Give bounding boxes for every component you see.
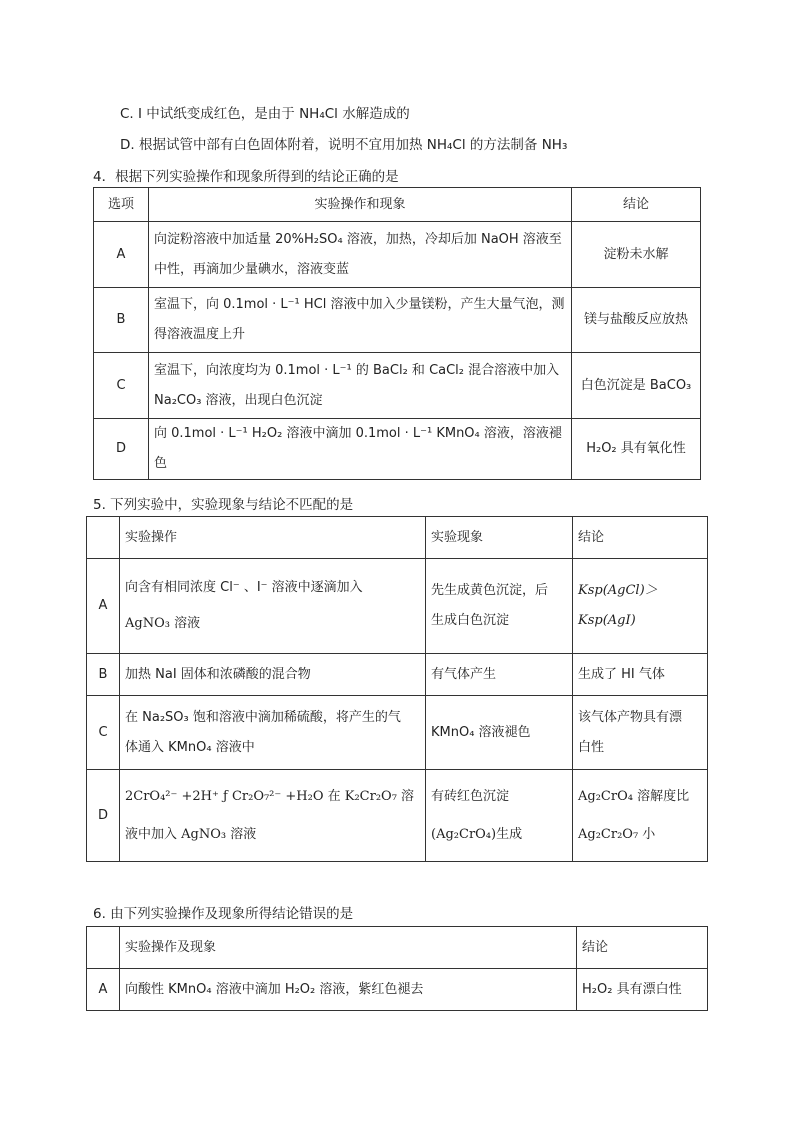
row-conclusion: 白色沉淀是 BaCO₃ xyxy=(572,353,701,419)
row-operation: 向含有相同浓度 Cl⁻ 、I⁻ 溶液中逐滴加入 AgNO₃ 溶液 xyxy=(120,559,426,654)
row-phenomenon: 有气体产生 xyxy=(426,654,573,696)
table-row xyxy=(94,222,701,288)
row-option: B xyxy=(94,288,149,353)
row-conclusion: 生成了 HI 气体 xyxy=(573,654,708,696)
table-header-row xyxy=(94,188,701,222)
header-option xyxy=(87,517,120,559)
header-operation: 实验操作及现象 xyxy=(120,927,577,969)
header-option xyxy=(87,927,120,969)
row-operation: 室温下，向 0.1mol · L⁻¹ HCl 溶液中加入少量镁粉，产生大量气泡，测 得溶液温度上升 xyxy=(149,288,572,353)
row-conclusion: Ag₂CrO₄ 溶解度比 Ag₂Cr₂O₇ 小 xyxy=(573,770,708,862)
table-row xyxy=(94,419,701,480)
question-5-table xyxy=(86,516,708,862)
row-option: A xyxy=(87,969,120,1011)
option-c: C. I 中试纸变成红色，是由于 NH₄Cl 水解造成的 xyxy=(120,106,410,122)
row-operation: 向淀粉溶液中加适量 20%H₂SO₄ 溶液，加热，冷却后加 NaOH 溶液至 中性，再滴加少量碘水，溶液变蓝 xyxy=(149,222,572,288)
header-conclusion: 结论 xyxy=(577,927,708,969)
header-conclusion: 结论 xyxy=(572,188,701,222)
row-operation: 加热 NaI 固体和浓磷酸的混合物 xyxy=(120,654,426,696)
header-option: 选项 xyxy=(94,188,149,222)
row-phenomenon: 有砖红色沉淀 (Ag₂CrO₄)生成 xyxy=(426,770,573,862)
table-row xyxy=(87,770,708,862)
option-d: D. 根据试管中部有白色固体附着，说明不宜用加热 NH₄Cl 的方法制备 NH₃ xyxy=(120,137,568,153)
question-5-title: 5. 下列实验中，实验现象与结论不匹配的是 xyxy=(93,497,354,513)
row-phenomenon: KMnO₄ 溶液褪色 xyxy=(426,696,573,770)
row-option: C xyxy=(94,353,149,419)
row-option: C xyxy=(87,696,120,770)
question-6-title: 6. 由下列实验操作及现象所得结论错误的是 xyxy=(93,906,354,922)
row-conclusion: H₂O₂ 具有漂白性 xyxy=(577,969,708,1011)
header-phenomenon: 实验现象 xyxy=(426,517,573,559)
row-conclusion: 镁与盐酸反应放热 xyxy=(572,288,701,353)
question-4-title: 4．根据下列实验操作和现象所得到的结论正确的是 xyxy=(93,169,399,185)
row-option: D xyxy=(94,419,149,480)
row-option: A xyxy=(94,222,149,288)
question-4-table xyxy=(93,187,701,480)
row-operation: 向酸性 KMnO₄ 溶液中滴加 H₂O₂ 溶液，紫红色褪去 xyxy=(120,969,577,1011)
row-conclusion: H₂O₂ 具有氧化性 xyxy=(572,419,701,480)
row-option: B xyxy=(87,654,120,696)
header-operation: 实验操作 xyxy=(120,517,426,559)
header-conclusion: 结论 xyxy=(573,517,708,559)
question-6-table xyxy=(86,926,708,1011)
row-conclusion: 淀粉未水解 xyxy=(572,222,701,288)
row-operation: 在 Na₂SO₃ 饱和溶液中滴加稀硫酸，将产生的气 体通入 KMnO₄ 溶液中 xyxy=(120,696,426,770)
header-operation: 实验操作和现象 xyxy=(149,188,572,222)
table-row xyxy=(94,353,701,419)
row-option: A xyxy=(87,559,120,654)
row-operation: 2CrO₄²⁻ +2H⁺ ƒ Cr₂O₇²⁻ +H₂O 在 K₂Cr₂O₇ 溶 液中加入 AgNO₃ 溶液 xyxy=(120,770,426,862)
row-operation: 室温下，向浓度均为 0.1mol · L⁻¹ 的 BaCl₂ 和 CaCl₂ 混合溶液中加入 Na₂CO₃ 溶液，出现白色沉淀 xyxy=(149,353,572,419)
table-row xyxy=(87,654,708,696)
row-conclusion: Ksp(AgCl)＞Ksp(AgI) xyxy=(573,559,708,654)
row-phenomenon: 先生成黄色沉淀，后 生成白色沉淀 xyxy=(426,559,573,654)
table-header-row xyxy=(87,927,708,969)
table-header-row xyxy=(87,517,708,559)
row-operation: 向 0.1mol · L⁻¹ H₂O₂ 溶液中滴加 0.1mol · L⁻¹ KMnO₄ 溶液，溶液褪色 xyxy=(149,419,572,480)
table-row xyxy=(94,288,701,353)
row-option: D xyxy=(87,770,120,862)
table-row xyxy=(87,969,708,1011)
row-conclusion: 该气体产物具有漂 白性 xyxy=(573,696,708,770)
table-row xyxy=(87,696,708,770)
table-row xyxy=(87,559,708,654)
